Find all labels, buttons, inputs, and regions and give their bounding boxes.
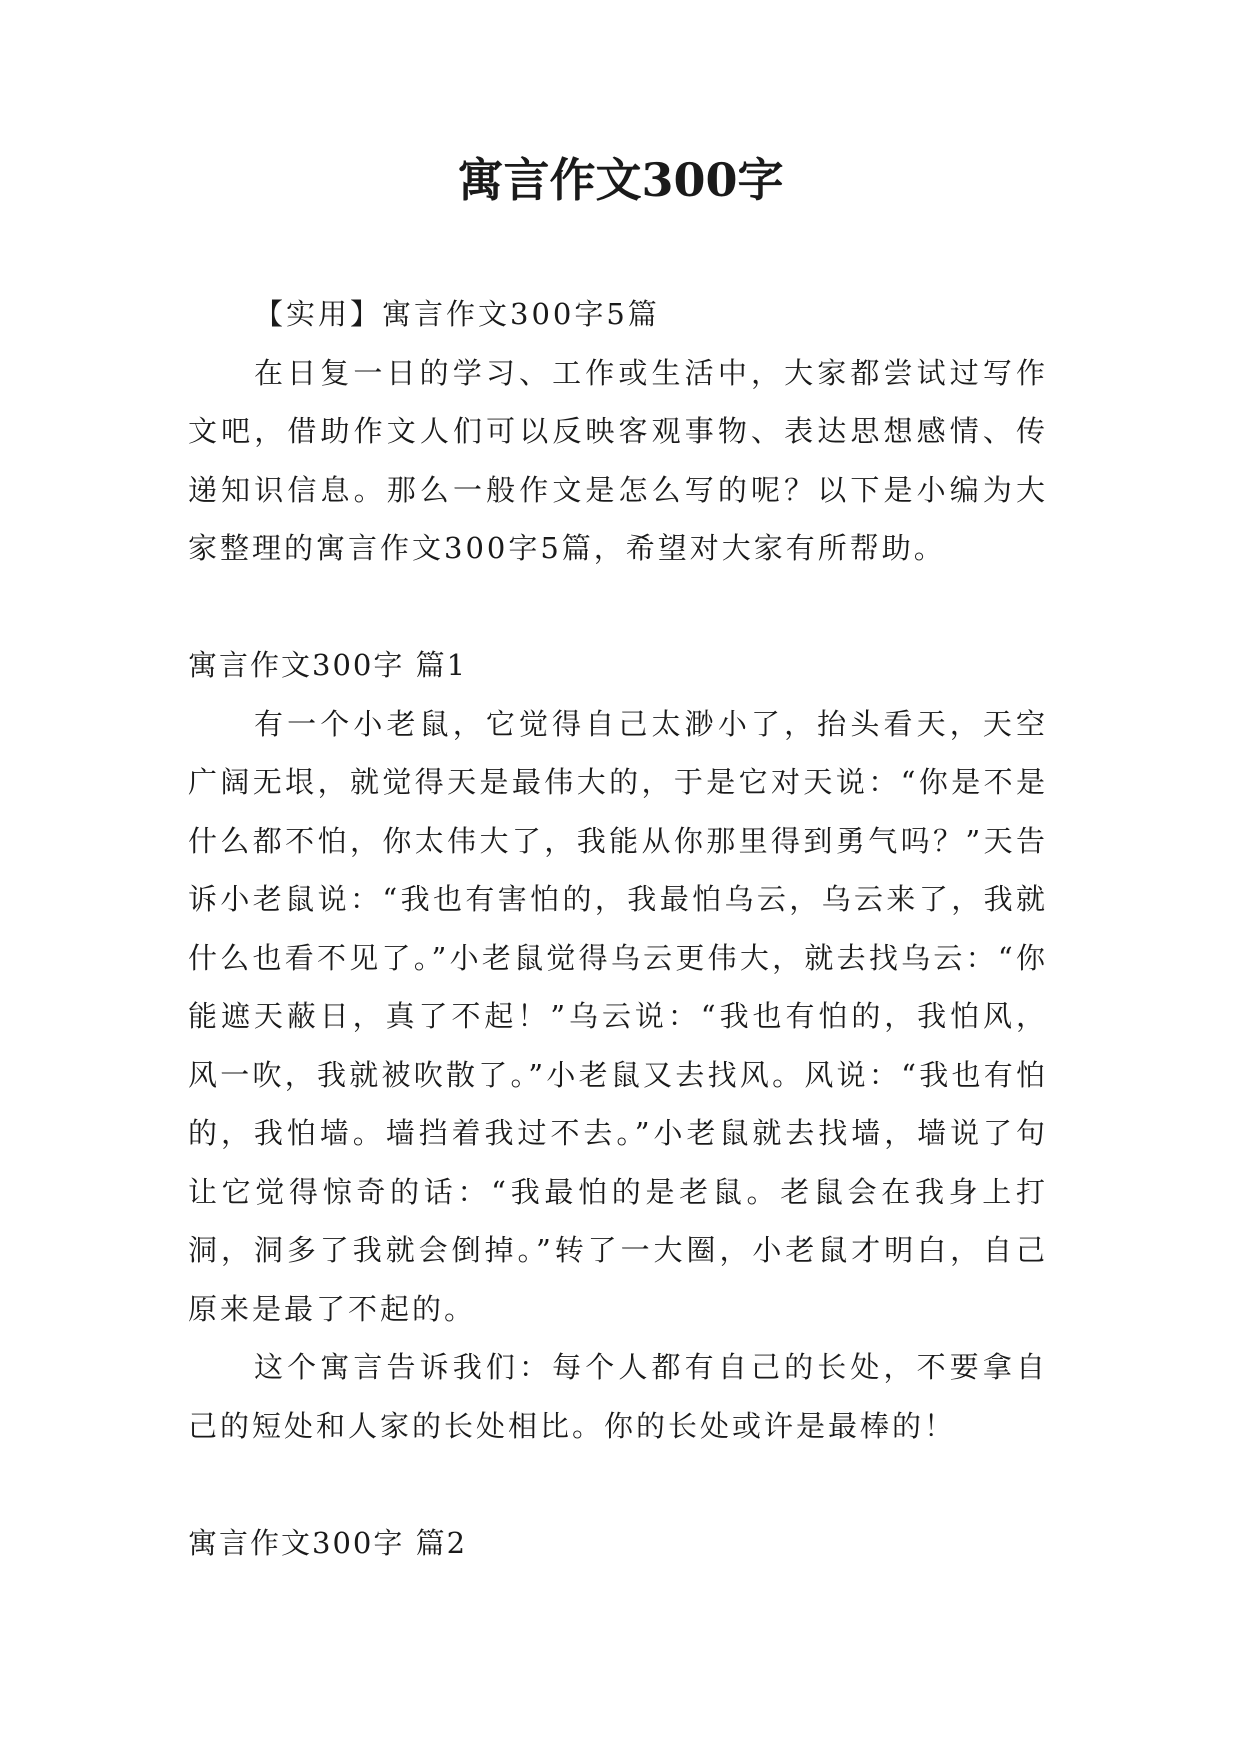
section-heading-1: 寓言作文300字 篇1 xyxy=(188,648,468,682)
document-body xyxy=(188,285,1048,1572)
section-1-paragraph-2: 这个寓言告诉我们：每个人都有自己的长处，不要拿自己的短处和人家的长处相比。你的长处或许是最棒的！ xyxy=(188,1350,1048,1443)
section-spacer xyxy=(188,578,1048,637)
section-1-paragraph-1: 有一个小老鼠，它觉得自己太渺小了，抬头看天，天空广阔无垠，就觉得天是最伟大的，于是它对天说：“你是不是什么都不怕，你太伟大了，我能从你那里得到勇气吗？”天告诉小老鼠说：“我也有害怕的，我最怕乌云，乌云来了，我就什么也看不见了。”小老鼠觉得乌云更伟大，就去找乌云：“你能遮天蔽日，真了不起！”乌云说：“我也有怕的，我怕风，风一吹，我就被吹散了。”小老鼠又去找风。风说：“我也有怕的，我怕墙。墙挡着我过不去。”小老鼠就去找墙，墙说了句让它觉得惊奇的话：“我最怕的是老鼠。老鼠会在我身上打洞，洞多了我就会倒掉。”转了一大圈，小老鼠才明白，自己原来是最了不起的。 xyxy=(188,706,1048,1326)
document-title: 寓言作文300字 xyxy=(457,153,784,207)
intro-paragraph: 在日复一日的学习、工作或生活中，大家都尝试过写作文吧，借助作文人们可以反映客观事物、表达思想感情、传递知识信息。那么一般作文是怎么写的呢？以下是小编为大家整理的寓言作文300字5篇，希望对大家有所帮助。 xyxy=(188,355,1048,565)
section-heading-2: 寓言作文300字 篇2 xyxy=(188,1525,468,1560)
section-spacer xyxy=(188,1455,1048,1514)
intro-line: 【实用】寓言作文300字5篇 xyxy=(254,297,660,331)
